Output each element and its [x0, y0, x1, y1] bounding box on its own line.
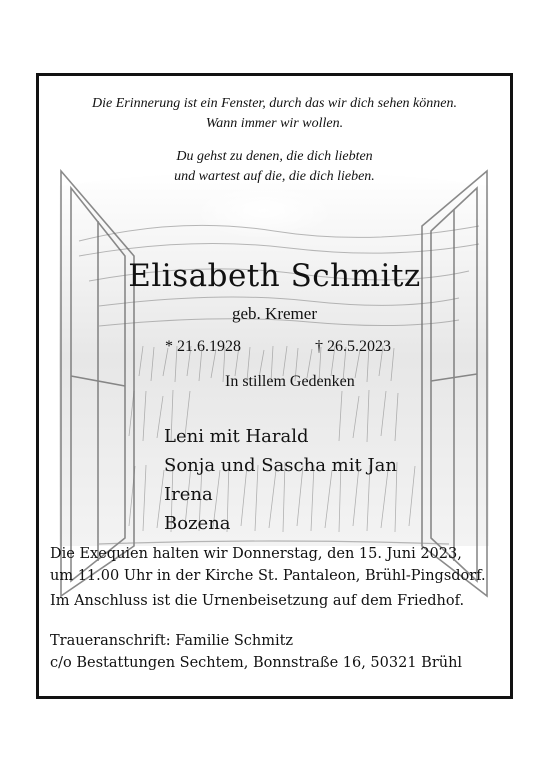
family-list	[164, 422, 397, 538]
family-member: Bozena	[164, 513, 231, 534]
family-member: Leni mit Harald	[164, 426, 309, 447]
poem-stanza-2	[39, 147, 510, 187]
poem-stanza-1	[39, 94, 510, 134]
obituary-notice	[36, 73, 513, 699]
poem-line: und wartest auf die, die dich lieben.	[174, 169, 375, 184]
memory-line: In stillem Gedenken	[225, 373, 355, 390]
family-member: Irena	[164, 484, 213, 505]
address-line: Traueranschrift: Familie Schmitz	[50, 633, 294, 649]
family-member: Sonja und Sascha mit Jan	[164, 455, 397, 476]
poem-line: Du gehst zu denen, die dich liebten	[176, 149, 373, 164]
poem-line: Die Erinnerung ist ein Fenster, durch das wir dich sehen können.	[92, 96, 457, 111]
deceased-name: Elisabeth Schmitz	[128, 258, 421, 294]
urn-burial-text: Im Anschluss ist die Urnenbeisetzung auf dem Friedhof.	[50, 593, 465, 609]
death-date: † 26.5.2023	[315, 338, 391, 355]
exequien-line: um 11.00 Uhr in der Kirche St. Pantaleon, Brühl-Pingsdorf.	[50, 568, 486, 584]
address-line: c/o Bestattungen Sechtem, Bonnstraße 16, 50321 Brühl	[50, 655, 463, 671]
birth-date: * 21.6.1928	[165, 338, 241, 355]
poem-line: Wann immer wir wollen.	[205, 116, 344, 131]
mourning-address	[50, 630, 462, 674]
exequien-text	[50, 543, 486, 587]
exequien-line: Die Exequien halten wir Donnerstag, den 15. Juni 2023,	[50, 546, 462, 562]
born-name: geb. Kremer	[232, 304, 317, 323]
